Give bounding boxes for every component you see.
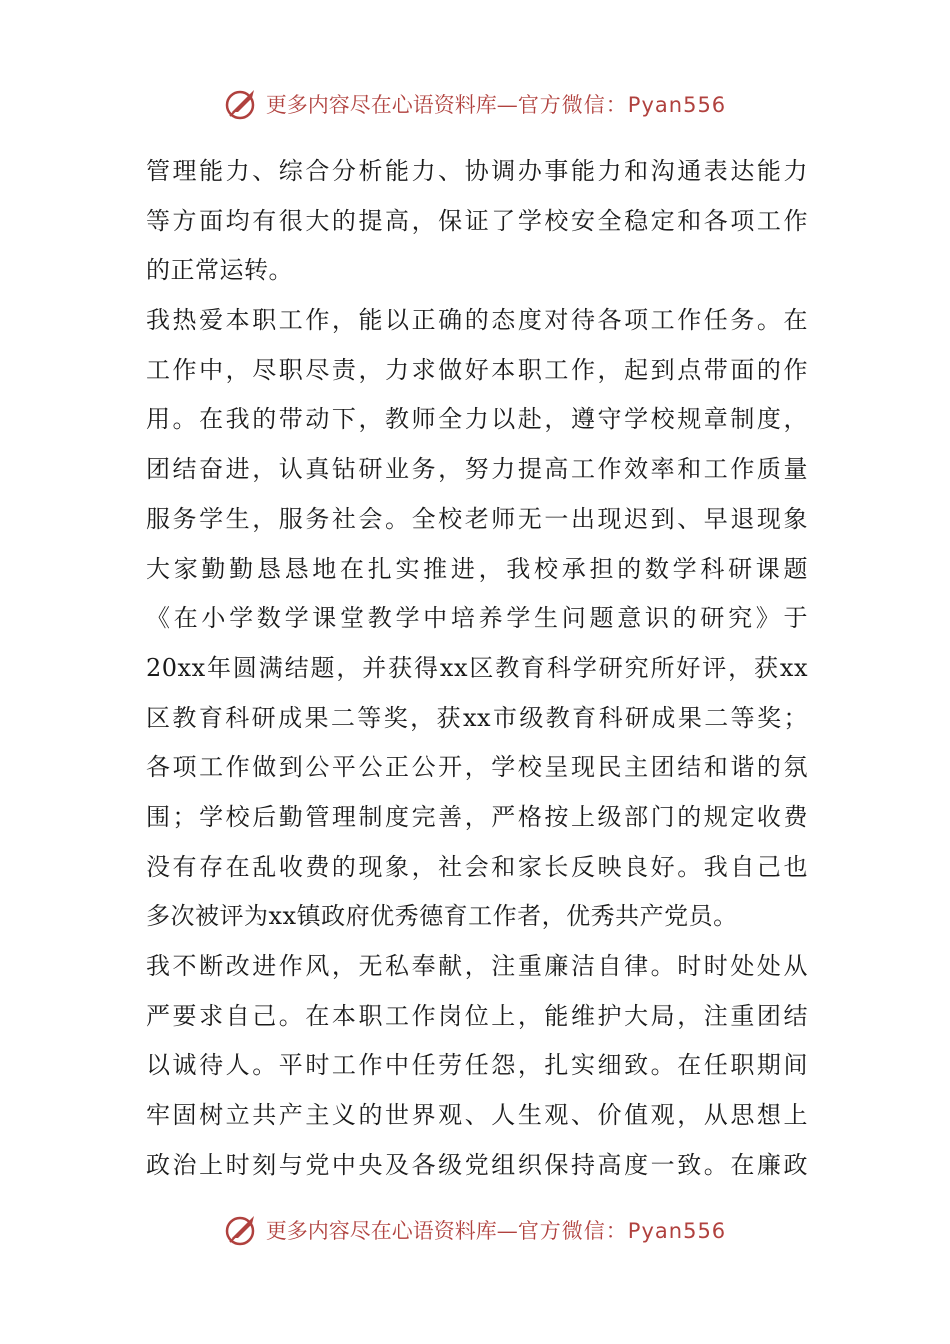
footer-banner — [0, 1210, 950, 1250]
body-line: 区教育科研成果二等奖，获xx市级教育科研成果二等奖； — [146, 703, 808, 732]
body-line: 我不断改进作风，无私奉献，注重廉洁自律。时时处处从 — [146, 952, 808, 980]
body-line: 等方面均有很大的提高，保证了学校安全稳定和各项工作 — [146, 206, 808, 235]
body-line: 工作中，尽职尽责，力求做好本职工作，起到点带面的作 — [146, 355, 808, 384]
body-line: 各项工作做到公平公正公开，学校呈现民主团结和谐的氛 — [146, 753, 808, 782]
body-line: 团结奋进，认真钻研业务，努力提高工作效率和工作质量 — [146, 455, 808, 484]
body-line: 管理能力、综合分析能力、协调办事能力和沟通表达能力 — [146, 157, 808, 185]
header-banner — [0, 84, 950, 124]
body-line: 大家勤勤恳恳地在扎实推进，我校承担的数学科研课题 — [146, 554, 808, 583]
footer-banner-contact: 官方微信：Pyan556 — [517, 1219, 727, 1243]
quill-pen-logo-icon — [224, 1212, 260, 1248]
body-line: 多次被评为xx镇政府优秀德育工作者，优秀共产党员。 — [146, 902, 738, 931]
body-line: 以诚待人。平时工作中任劳任怨，扎实细致。在任职期间 — [146, 1051, 808, 1080]
body-line: 《在小学数学课堂教学中培养学生问题意识的研究》于 — [146, 604, 808, 633]
body-line: 用。在我的带动下，教师全力以赴，遵守学校规章制度， — [146, 405, 808, 434]
body-line: 没有存在乱收费的现象，社会和家长反映良好。我自己也 — [146, 852, 808, 881]
body-line: 围；学校后勤管理制度完善，严格按上级部门的规定收费 — [146, 802, 808, 831]
footer-banner-text: 更多内容尽在心语资料库— — [265, 1219, 518, 1243]
body-line: 牢固树立共产主义的世界观、人生观、价值观，从思想上 — [146, 1101, 808, 1130]
body-line: 我热爱本职工作，能以正确的态度对待各项工作任务。在 — [146, 306, 808, 335]
body-line: 的正常运转。 — [146, 256, 293, 285]
body-line: 20xx年圆满结题，并获得xx区教育科学研究所好评，获xx — [146, 653, 808, 682]
body-line: 服务学生，服务社会。全校老师无一出现迟到、早退现象 — [146, 504, 808, 533]
header-banner-text: 更多内容尽在心语资料库— — [265, 93, 518, 117]
header-banner-contact: 官方微信：Pyan556 — [517, 93, 727, 117]
quill-pen-logo-icon — [224, 86, 260, 122]
body-line: 严要求自己。在本职工作岗位上，能维护大局，注重团结 — [146, 1001, 808, 1030]
body-line: 政治上时刻与党中央及各级党组织保持高度一致。在廉政 — [146, 1150, 808, 1179]
document-body — [146, 147, 808, 1190]
